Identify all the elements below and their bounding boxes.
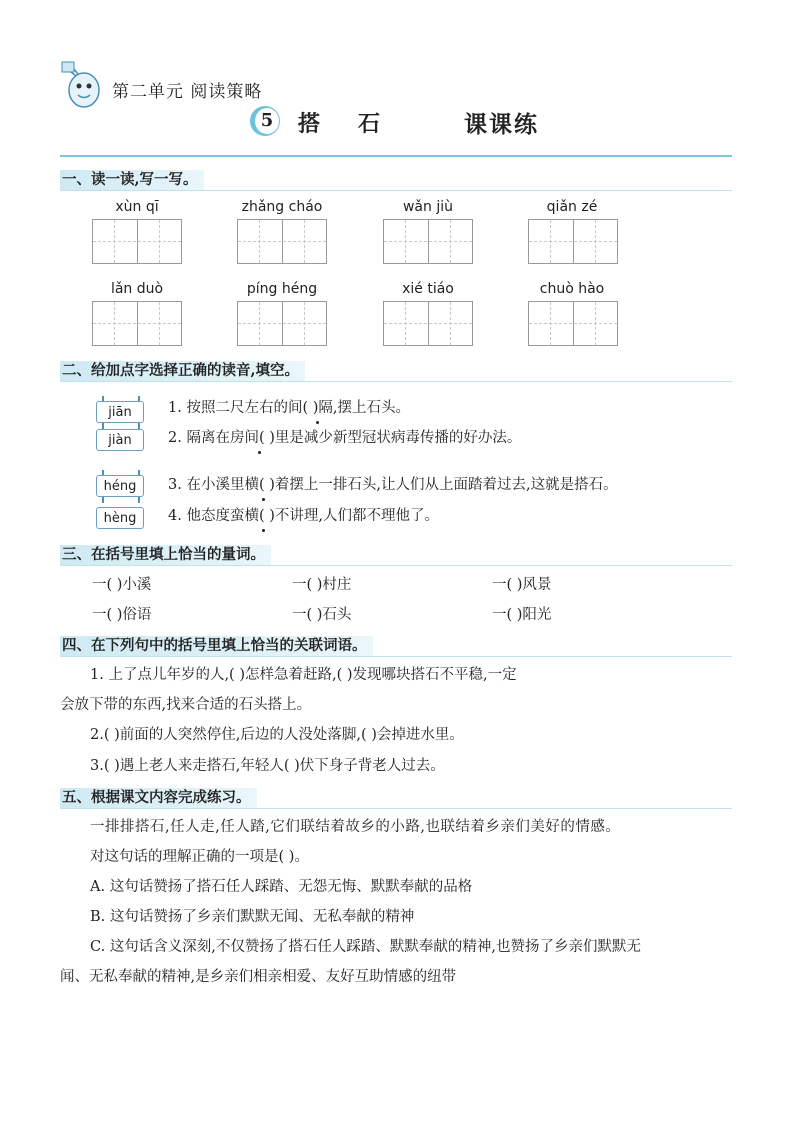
writing-grid[interactable] <box>237 219 327 264</box>
section3-divider <box>60 565 732 566</box>
lesson-title: 搭石 <box>298 111 419 137</box>
pinyin-label: lǎn duò <box>110 281 164 297</box>
hanger-peg <box>138 497 140 503</box>
section5-title: 五、根据课文内容完成练习。 <box>60 788 257 808</box>
unit-title: 第二单元 阅读策略 <box>112 82 263 102</box>
pinyin-label: chuò hào <box>539 281 605 297</box>
writing-grid[interactable] <box>528 301 618 346</box>
section1-divider <box>60 190 732 191</box>
lesson-tag: 课课练 <box>464 111 539 138</box>
lesson-number: 5 <box>255 108 279 134</box>
sentence-line: 会放下带的东西,找来合适的石头搭上。 <box>60 697 312 713</box>
emphasis-dot <box>316 421 319 424</box>
pinyin-label: píng héng <box>246 281 318 297</box>
section5-divider <box>60 808 732 809</box>
section3-title: 三、在括号里填上恰当的量词。 <box>60 545 271 565</box>
pronunciation-option: jiān <box>96 401 144 423</box>
answer-option-b: B. 这句话赞扬了乡亲们默默无闻、无私奉献的精神 <box>90 909 415 925</box>
pronunciation-option: jiàn <box>96 429 144 451</box>
pinyin-label: xié tiáo <box>402 281 454 297</box>
sentence-line: 3.( )遇上老人来走搭石,年轻人( )伏下身子背老人过去。 <box>90 758 445 774</box>
pronunciation-option: héng <box>96 475 144 497</box>
writing-grid[interactable] <box>383 219 473 264</box>
question-item: 1. 按照二尺左右的间( )隔,摆上石头。 <box>168 400 410 416</box>
pinyin-label: qiǎn zé <box>546 199 598 215</box>
measure-word-item: 一( )风景 <box>492 577 552 593</box>
measure-word-item: 一( )俗语 <box>92 607 152 623</box>
emphasis-dot <box>262 498 265 501</box>
lesson-number-badge <box>250 106 280 136</box>
section2-title: 二、给加点字选择正确的读音,填空。 <box>60 361 305 381</box>
question-text: 对这句话的理解正确的一项是( )。 <box>90 849 309 865</box>
pinyin-label: wǎn jiù <box>402 199 453 215</box>
answer-option-c-continued: 闻、无私奉献的精神,是乡亲们相亲相爱、友好互助情感的纽带 <box>60 969 457 985</box>
answer-option-a: A. 这句话赞扬了搭石任人踩踏、无怨无悔、默默奉献的品格 <box>90 879 473 895</box>
pinyin-label: zhǎng cháo <box>241 199 323 215</box>
pinyin-label: xùn qī <box>115 199 159 215</box>
writing-grid[interactable] <box>92 219 182 264</box>
section4-divider <box>60 656 732 657</box>
emphasis-dot <box>262 529 265 532</box>
writing-grid[interactable] <box>383 301 473 346</box>
sentence-line: 1. 上了点儿年岁的人,( )怎样急着赶路,( )发现哪块搭石不平稳,一定 <box>90 667 517 683</box>
answer-option-c: C. 这句话含义深刻,不仅赞扬了搭石任人踩踏、默默奉献的精神,也赞扬了乡亲们默默无 <box>90 939 642 955</box>
question-item: 4. 他态度蛮横( )不讲理,人们都不理他了。 <box>168 508 439 524</box>
measure-word-item: 一( )小溪 <box>92 577 152 593</box>
section4-title: 四、在下列句中的括号里填上恰当的关联词语。 <box>60 636 373 656</box>
sentence-line: 2.( )前面的人突然停住,后边的人没处落脚,( )会掉进水里。 <box>90 727 464 743</box>
mascot-icon <box>58 60 108 112</box>
writing-grid[interactable] <box>528 219 618 264</box>
section1-title: 一、读一读,写一写。 <box>60 170 204 190</box>
writing-grid[interactable] <box>237 301 327 346</box>
measure-word-item: 一( )村庄 <box>292 577 352 593</box>
writing-grid[interactable] <box>92 301 182 346</box>
header-divider <box>60 155 732 157</box>
emphasis-dot <box>258 451 261 454</box>
measure-word-item: 一( )阳光 <box>492 607 552 623</box>
question-item: 3. 在小溪里横( )着摆上一排石头,让人们从上面踏着过去,这就是搭石。 <box>168 477 618 493</box>
measure-word-item: 一( )石头 <box>292 607 352 623</box>
section2-divider <box>60 381 732 382</box>
question-item: 2. 隔离在房间( )里是减少新型冠状病毒传播的好办法。 <box>168 430 522 446</box>
hanger-peg <box>102 497 104 503</box>
pronunciation-option: hèng <box>96 507 144 529</box>
passage-text: 一排排搭石,任人走,任人踏,它们联结着故乡的小路,也联结着乡亲们美好的情感。 <box>90 819 621 835</box>
